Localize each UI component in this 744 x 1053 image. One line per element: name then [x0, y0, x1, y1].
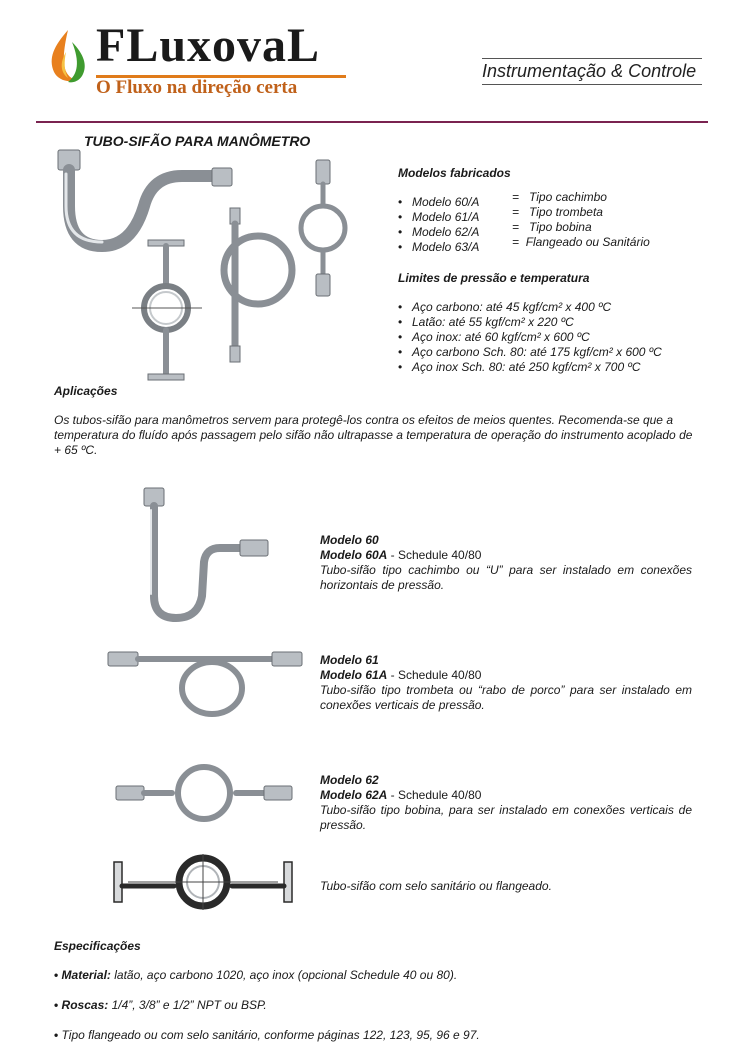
model-60-description: [320, 533, 692, 593]
list-item: • Modelo 62/A: [398, 225, 479, 240]
spec-label: Material:: [61, 968, 111, 982]
list-item: • Modelo 63/A: [398, 240, 479, 255]
model-63-image: [108, 852, 298, 912]
spec-text: Tipo flangeado ou com selo sanitário, conforme páginas 122, 123, 95, 96 e 97.: [61, 1028, 480, 1042]
model-60-image: [136, 486, 276, 626]
list-item: • Aço carbono Sch. 80: até 175 kgf/cm² x 600 ºC: [398, 345, 662, 360]
page-title: TUBO-SIFÃO PARA MANÔMETRO: [84, 133, 311, 149]
pipe-siphon-image: [58, 150, 232, 246]
model-type: Tipo bobina: [529, 220, 592, 234]
flame-logo-icon: [46, 28, 92, 84]
model-description: Tubo-sifão com selo sanitário ou flangeado.: [320, 879, 552, 893]
company-logo-name: FLuxovaL: [96, 19, 321, 72]
limits-list: [398, 300, 662, 375]
model-description: Tubo-sifão tipo bobina, para ser instalado em conexões verticais de pressão.: [320, 803, 692, 832]
company-tagline: O Fluxo na direção certa: [96, 77, 298, 98]
models-heading: Modelos fabricados: [398, 166, 511, 180]
model-title: Modelo 61: [320, 653, 379, 667]
flanged-siphon-image: [132, 240, 202, 380]
coil-siphon-image: [301, 160, 345, 296]
equals-sign: =: [512, 205, 520, 219]
model-subtitle: Modelo 62A: [320, 788, 388, 802]
model-61-image: [104, 646, 306, 718]
models-equals-column: [512, 190, 650, 250]
pigtail-siphon-image: [224, 208, 292, 362]
header-divider: [36, 121, 708, 123]
siphon-models-illustration: [52, 146, 352, 386]
spec-material: • Material: latão, aço carbono 1020, aço inox (opcional Schedule 40 ou 80).: [54, 968, 458, 982]
model-title: Modelo 60: [320, 533, 379, 547]
model-type: Flangeado ou Sanitário: [525, 235, 650, 249]
limits-heading: Limites de pressão e temperatura: [398, 271, 590, 285]
models-list: [398, 195, 479, 255]
spec-label: Roscas:: [61, 998, 109, 1012]
list-item: • Latão: até 55 kgf/cm² x 220 ºC: [398, 315, 662, 330]
list-item: • Aço carbono: até 45 kgf/cm² x 400 ºC: [398, 300, 662, 315]
equals-sign: =: [512, 190, 520, 204]
spec-text: latão, aço carbono 1020, aço inox (opcional Schedule 40 ou 80).: [110, 968, 458, 982]
equals-sign: =: [512, 235, 520, 249]
model-schedule: - Schedule 40/80: [387, 668, 482, 682]
model-62-description: [320, 773, 692, 833]
model-subtitle: Modelo 60A: [320, 548, 388, 562]
model-61-description: [320, 653, 692, 713]
model-63-description: [320, 879, 692, 894]
list-item: • Aço inox Sch. 80: até 250 kgf/cm² x 700 ºC: [398, 360, 662, 375]
model-subtitle: Modelo 61A: [320, 668, 388, 682]
applications-text: Os tubos-sifão para manômetros servem para protegê-los contra os efeitos de meios quentes. Recomenda-se que a temperatura do fluído após passagem pelo sifão não ultrapasse a temperatura de operação do instrumento acoplado de + 65 ºC.: [54, 413, 693, 457]
header-rule-bottom: [482, 84, 702, 85]
header-rule-top: [482, 58, 702, 59]
model-description: Tubo-sifão tipo cachimbo ou “U” para ser instalado em conexões horizontais de pressão.: [320, 563, 692, 592]
applications-heading: Aplicações: [54, 384, 118, 398]
spec-text: 1/4”, 3/8” e 1/2” NPT ou BSP.: [108, 998, 267, 1012]
model-type: Tipo trombeta: [529, 205, 603, 219]
model-62-image: [112, 762, 298, 828]
spec-flanged: • Tipo flangeado ou com selo sanitário, conforme páginas 122, 123, 95, 96 e 97.: [54, 1028, 480, 1042]
header-section-title: Instrumentação & Controle: [482, 61, 697, 81]
list-item: • Aço inox: até 60 kgf/cm² x 600 ºC: [398, 330, 662, 345]
list-item: • Modelo 61/A: [398, 210, 479, 225]
specifications-heading: Especificações: [54, 939, 141, 953]
model-type: Tipo cachimbo: [529, 190, 607, 204]
model-schedule: - Schedule 40/80: [387, 788, 482, 802]
list-item: • Modelo 60/A: [398, 195, 479, 210]
model-schedule: - Schedule 40/80: [387, 548, 482, 562]
model-description: Tubo-sifão tipo trombeta ou “rabo de porco” para ser instalado em conexões verticais de pressão.: [320, 683, 692, 712]
spec-threads: • Roscas: 1/4”, 3/8” e 1/2” NPT ou BSP.: [54, 998, 267, 1012]
equals-sign: =: [512, 220, 520, 234]
model-title: Modelo 62: [320, 773, 379, 787]
